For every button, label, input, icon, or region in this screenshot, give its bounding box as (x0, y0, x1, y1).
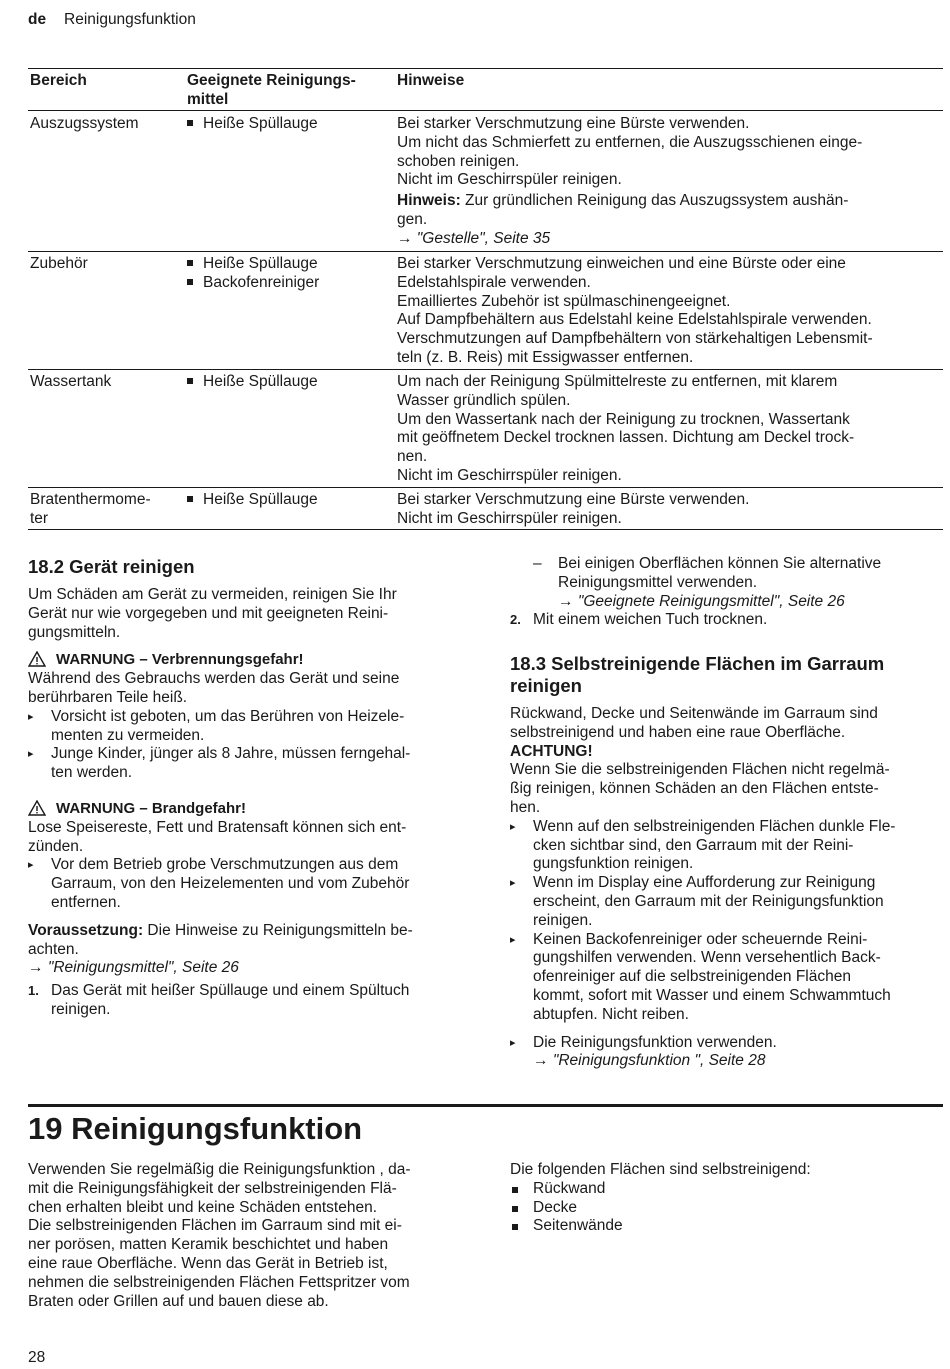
attention-bullet: ▸ Wenn im Display eine Aufforderung zur Reinigung erscheint, den Garraum mit der Reinigungsfunktion reinigen. (510, 874, 945, 930)
prerequisite-ref-link[interactable] (28, 959, 478, 978)
table-row-area: Wassertank (30, 373, 112, 390)
note-line: Bei starker Verschmutzung eine Bürste verwenden. (397, 115, 750, 132)
note-line: Verschmutzungen auf Dampfbehältern von stärkehaltigen Lebensmit- (397, 330, 873, 348)
warning-burn-title: WARNUNG – Verbrennungsgefahr! (56, 651, 304, 669)
warning-fire-bullet: ▸ Vor dem Betrieb grobe Verschmutzungen aus dem Garraum, von den Heizelementen und vom Zubehör entfernen. (28, 856, 478, 912)
header-title: Reinigungsfunktion (64, 11, 196, 28)
attention-text: Wenn Sie die selbstreinigenden Flächen nicht regelmä- ßig reinigen, können Schäden an den Flächen entste- hen. (510, 761, 890, 816)
section-18-3-body (510, 705, 945, 1071)
note-line: Bei starker Verschmutzung einweichen und eine Bürste oder eine (397, 255, 846, 272)
table-header-rule (28, 110, 943, 111)
hint-text: Zur gründlichen Reinigung das Auszugssystem aushän- (460, 192, 849, 210)
square-bullet-icon (512, 1224, 518, 1230)
square-bullet-icon (187, 260, 193, 266)
section-18-2-cont (510, 555, 945, 630)
arrow-right-icon: → (28, 959, 48, 977)
header-language: de (28, 11, 47, 28)
table-row-notes (397, 373, 942, 486)
selfcleaning-intro: Die folgenden Flächen sind selbstreinigend: (510, 1161, 811, 1178)
ref-text: "Reinigungsfunktion ", Seite 28 (552, 1052, 766, 1070)
note-line: Nicht im Geschirrspüler reinigen. (397, 509, 622, 527)
intro-text: Rückwand, Decke und Seitenwände im Garraum sind selbstreinigend und haben eine raue Oberfläche. (510, 705, 878, 741)
arrow-right-icon: → (558, 592, 578, 610)
chapter-19-right (510, 1161, 945, 1236)
table-row-agents (187, 491, 318, 510)
list-item-text: Seitenwände (533, 1217, 623, 1235)
prerequisite-label: Voraussetzung: (28, 921, 144, 939)
square-bullet-icon (512, 1206, 518, 1212)
attention-label: ACHTUNG! (510, 742, 593, 760)
note-line: Wasser gründlich spülen. (397, 391, 571, 409)
agent-item: Backofenreiniger (203, 273, 320, 291)
agent-item: Heiße Spüllauge (203, 115, 318, 132)
prerequisite-text-cont: achten. (28, 940, 79, 958)
prerequisite (28, 922, 478, 941)
step-number: 2. (510, 612, 521, 628)
square-bullet-icon (187, 120, 193, 126)
table-header-area: Bereich (30, 72, 87, 89)
table-row-notes (397, 491, 942, 529)
agent-item: Heiße Spüllauge (203, 491, 318, 508)
warning-fire-text: Lose Speisereste, Fett und Bratensaft können sich ent- zünden. (28, 818, 407, 855)
note-line: Nicht im Geschirrspüler reinigen. (397, 466, 622, 484)
table-row-divider (28, 251, 943, 252)
note-line: Bei starker Verschmutzung eine Bürste verwenden. (397, 491, 750, 508)
table-row-area: Zubehör (30, 255, 88, 272)
ref-text: "Reinigungsmittel", Seite 26 (47, 959, 239, 977)
square-bullet-icon (187, 279, 193, 285)
step-text: Mit einem weichen Tuch trocknen. (533, 611, 768, 629)
chapter-rule (28, 1104, 943, 1107)
warning-burn-bullet: ▸ Junge Kinder, jünger als 8 Jahre, müssen ferngehal- ten werden. (28, 745, 478, 783)
action-ref-link[interactable] (510, 1052, 945, 1071)
hint-text-cont: gen. (397, 210, 428, 228)
note-line: Um nicht das Schmierfett zu entfernen, die Auszugsschienen einge- (397, 133, 863, 151)
ref-text: "Geeignete Reinigungsmittel", Seite 26 (577, 592, 845, 610)
note-line: Um den Wassertank nach der Reinigung zu trocknen, Wassertank (397, 410, 850, 428)
note-line: Emailliertes Zubehör ist spülmaschinengeeignet. (397, 292, 731, 310)
table-bottom-rule (28, 529, 943, 530)
note-line: Auf Dampfbehältern aus Edelstahl keine Edelstahlspirale verwenden. (397, 311, 872, 329)
note-line: Nicht im Geschirrspüler reinigen. (397, 171, 622, 189)
table-header-notes: Hinweise (397, 72, 465, 89)
note-line: Edelstahlspirale verwenden. (397, 273, 591, 291)
step-1 (28, 982, 478, 1020)
note-line: mit geöffnetem Deckel trocknen lassen. Dichtung am Deckel trock- (397, 429, 855, 447)
step-1-substep (510, 555, 945, 593)
action-bullet: ▸ Die Reinigungsfunktion verwenden. (510, 1034, 945, 1053)
hint-label: Hinweis: (397, 192, 461, 210)
page-number: 28 (28, 1349, 46, 1366)
list-item (510, 1217, 945, 1236)
table-header-agents: Geeignete Reinigungs- mittel (187, 72, 356, 108)
table-row-notes (397, 255, 942, 368)
warning-fire-heading (28, 800, 478, 819)
agent-item: Heiße Spüllauge (203, 373, 318, 390)
table-row-area: Auszugssystem (30, 115, 139, 132)
note-line: schoben reinigen. (397, 152, 520, 170)
attention-bullet: ▸ Wenn auf den selbstreinigenden Flächen dunkle Fle- cken sichtbar sind, den Garraum mit der Reini- gungsfunktion reinigen. (510, 818, 945, 874)
warning-fire-title: WARNUNG – Brandgefahr! (56, 799, 247, 817)
warning-triangle-icon (28, 800, 46, 816)
list-item (510, 1199, 945, 1218)
table-row-area: Bratenthermome- ter (30, 491, 151, 527)
section-18-2-body (28, 586, 478, 1020)
warning-burn-text: Während des Gebrauchs werden das Gerät und seine berührbaren Teile heiß. (28, 670, 400, 706)
table-row-agents (187, 373, 318, 392)
step-number: 1. (28, 983, 39, 999)
table-row-agents (187, 115, 318, 134)
warning-burn-bullet: ▸ Vorsicht ist geboten, um das Berühren von Heizele- menten zu vermeiden. (28, 708, 478, 746)
substep-text: Bei einigen Oberflächen können Sie alternative Reinigungsmittel verwenden. (558, 555, 882, 591)
step-text: Das Gerät mit heißer Spüllauge und einem Spültuch reinigen. (51, 982, 410, 1018)
note-line: nen. (397, 448, 428, 466)
step-2 (510, 611, 945, 630)
prerequisite-text: Die Hinweise zu Reinigungsmitteln be- (143, 921, 413, 939)
cross-reference-link[interactable]: → "Gestelle", Seite 35 (397, 229, 551, 247)
hint-line (397, 192, 942, 211)
table-top-rule (28, 68, 943, 69)
section-18-2-title: 18.2 Gerät reinigen (28, 556, 195, 577)
warning-burn-heading (28, 651, 478, 670)
chapter-19-paragraph: Verwenden Sie regelmäßig die Reinigungsfunktion , da- mit die Reinigungsfähigkeit der selbstreinigenden Flä- chen erhalten bleibt und keine Schäden entstehen. Die selbstreinigenden Flächen im Garraum sind mit ei- ner porösen, matten Keramik beschichtet und haben eine raue Oberfläche. Wenn das Gerät in Betrieb ist, nehmen die selbstreinigenden Flächen Fettspritzer vom Braten oder Grillen auf und bauen diese ab. (28, 1161, 411, 1310)
intro-text: Um Schäden am Gerät zu vermeiden, reinigen Sie Ihr Gerät nur wie vorgegeben und mit geeigneten Reini- gungsmitteln. (28, 586, 397, 641)
list-item-text: Rückwand (533, 1179, 606, 1197)
list-item-text: Decke (533, 1198, 577, 1216)
table-row-divider (28, 369, 943, 370)
list-item (510, 1180, 945, 1199)
table-row-notes (397, 115, 942, 249)
note-line: teln (z. B. Reis) mit Essigwasser entfernen. (397, 348, 694, 366)
attention-bullet: ▸ Keinen Backofenreiniger oder scheuernde Reini- gungshilfen verwenden. Wenn versehentlich Back- ofenreiniger auf die selbstreinigenden Flächen kommt, sofort mit Wasser und einem Schwammtuch abtupfen. Nicht reiben. (510, 931, 945, 1025)
square-bullet-icon (512, 1187, 518, 1193)
table-row-divider (28, 487, 943, 488)
substep-ref-link[interactable] (510, 593, 945, 612)
dash-marker: – (533, 555, 542, 572)
square-bullet-icon (187, 378, 193, 384)
chapter-19-title: 19 Reinigungsfunktion (28, 1111, 363, 1146)
note-line: Um nach der Reinigung Spülmittelreste zu entfernen, mit klarem (397, 373, 838, 390)
agent-item: Heiße Spüllauge (203, 255, 318, 272)
table-row-agents (187, 255, 319, 293)
section-18-3-title: 18.3 Selbstreinigende Flächen im Garraum reinigen (510, 653, 885, 696)
arrow-right-icon: → (533, 1052, 553, 1070)
warning-triangle-icon (28, 651, 46, 667)
square-bullet-icon (187, 496, 193, 502)
